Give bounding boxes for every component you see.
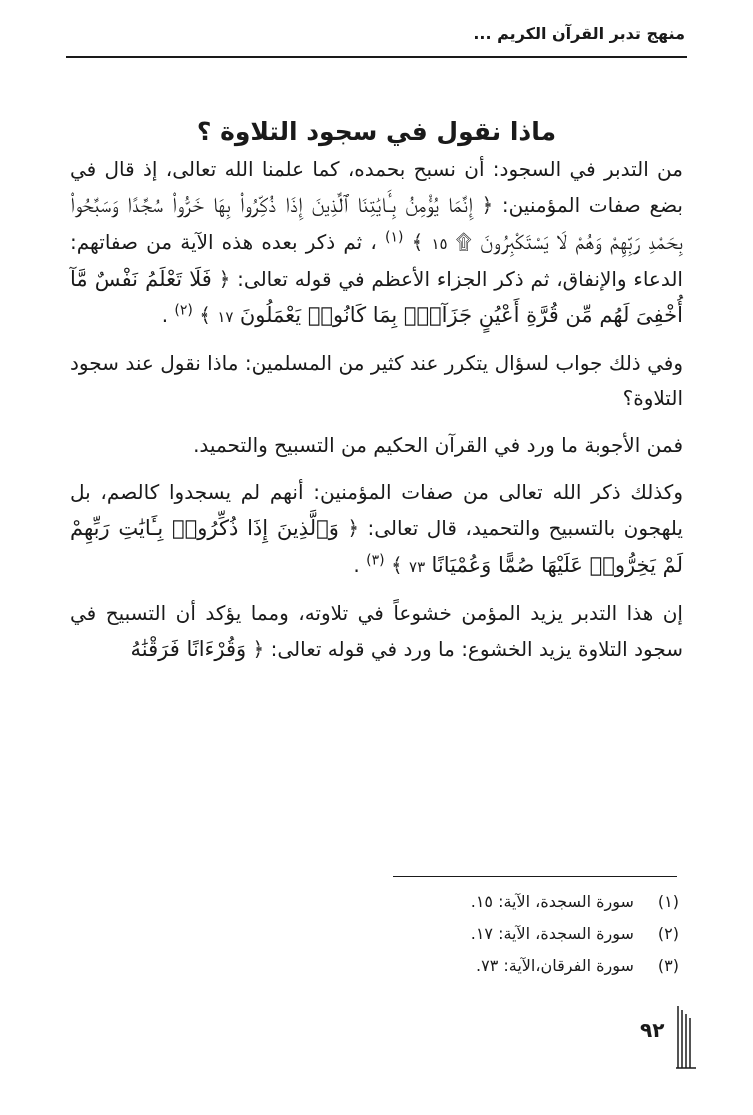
paragraph-text: ، ثم ذكر بعده هذه الآية من صفاتهم: الدعاء والإنفاق، ثم ذكر الجزاء الأعظم في قوله تعالى: xyxy=(70,229,683,291)
paragraph-text: وكذلك ذكر الله تعالى من صفات المؤمنين: أنهم لم يسجدوا كالصم، بل يلهجون بالتسبيح والتحميد، قال تعالى: xyxy=(70,480,683,540)
footnote-text: سورة السجدة، الآية: ١٥. xyxy=(470,892,634,911)
verse-number: ١٥ xyxy=(431,234,448,253)
quran-open-brace: ﴿ xyxy=(218,266,231,291)
quran-verse-text: وَٱلَّذِينَ إِذَا ذُكِّرُوا۟ بِـَٔايَٰتِ رَبِّهِمْ لَمْ يَخِرُّوا۟ عَلَيْهَا صُمًّا وَعُمْيَانًا xyxy=(70,516,683,577)
quran-open-brace: ﴿ xyxy=(252,636,265,661)
quran-verse-text: فَلَا تَعْلَمُ نَفْسٌ مَّآ أُخْفِىَ لَهُم مِّن قُرَّةِ أَعْيُنٍ جَزَآءًۢ بِمَا كَانُوا۟ يَعْمَلُونَ xyxy=(70,266,683,328)
paragraph-text: . xyxy=(161,303,169,328)
footnote-number: (١) xyxy=(657,892,679,911)
verse-number: ١٧ xyxy=(217,308,234,327)
footnote-reference[interactable]: (١) xyxy=(384,229,404,246)
page-corner-lines-icon xyxy=(676,1006,698,1070)
footnote-number: (٢) xyxy=(657,924,679,943)
quran-verse-text: وَقُرْءَانًا فَرَقْنَٰهُ xyxy=(130,636,247,661)
paragraph-3: فمن الأجوبة ما ورد في القرآن الحكيم من التسبيح والتحميد. xyxy=(193,433,683,457)
footnote-reference[interactable]: (٣) xyxy=(366,552,385,569)
paragraph-1 xyxy=(70,152,683,334)
footnote-item xyxy=(70,918,679,950)
footnote-text: سورة الفرقان،الآية: ٧٣. xyxy=(476,956,634,975)
paragraph-4 xyxy=(70,475,683,584)
body-text xyxy=(70,152,683,679)
footnote-item xyxy=(70,950,679,982)
paragraph-2: وفي ذلك جواب لسؤال يتكرر عند كثير من المسلمين: ماذا نقول عند سجود التلاوة؟ xyxy=(70,351,683,410)
footnote-text: سورة السجدة، الآية: ١٧. xyxy=(470,924,634,943)
quran-open-brace: ﴿ xyxy=(347,516,360,540)
header-rule xyxy=(66,56,687,58)
footnote-item xyxy=(70,886,679,918)
chapter-title: ماذا نقول في سجود التلاوة ؟ xyxy=(196,116,557,146)
quran-close-brace: ﴾ xyxy=(390,552,403,577)
paragraph-text: . xyxy=(353,552,360,577)
running-header: منهج تدبر القرآن الكريم ... xyxy=(473,24,685,43)
quran-verse-text: إِنَّمَا يُؤْمِنُ بِـَٔايَٰتِنَا ٱلَّذِينَ إِذَا ذُكِّرُوا۟ بِهَا خَرُّوا۟ سُجَّدًا وَسَبَّحُوا۟ بِحَمْدِ رَبِّهِمْ وَهُمْ لَا يَسْتَكْبِرُونَ ۩ xyxy=(70,193,683,254)
paragraph-5 xyxy=(70,596,683,668)
footnote-number: (٣) xyxy=(657,956,679,975)
footnote-rule xyxy=(393,876,677,877)
quran-close-brace: ﴾ xyxy=(199,303,211,328)
footnote-reference[interactable]: (٢) xyxy=(174,302,193,319)
paragraph-text: إن هذا التدبر يزيد المؤمن خشوعاً في تلاوته، ومما يؤكد أن التسبيح في سجود التلاوة يزيد الخشوع: ما ورد في قوله تعالى: xyxy=(70,600,683,661)
page-number: ٩٢ xyxy=(640,1018,665,1042)
footnotes-list xyxy=(70,886,679,982)
paragraph-text: من التدبر في السجود: أن نسبح بحمده، كما علمنا الله تعالى، إذ قال في بضع صفات المؤمنين: xyxy=(70,157,683,217)
verse-number: ٧٣ xyxy=(409,557,426,576)
quran-open-brace: ﴿ xyxy=(481,193,494,217)
quran-close-brace: ﴾ xyxy=(411,229,424,254)
